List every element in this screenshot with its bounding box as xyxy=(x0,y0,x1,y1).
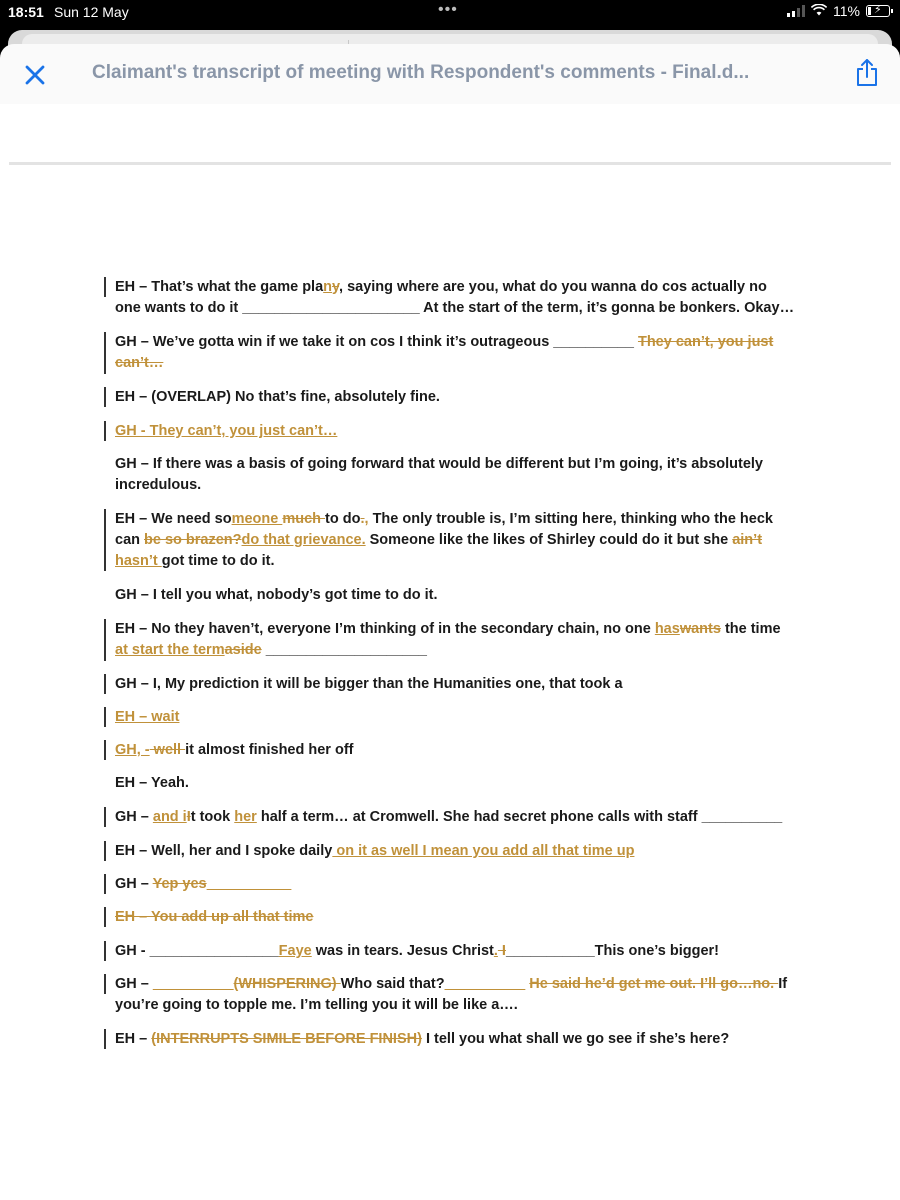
transcript-paragraph: GH – and iIt took her half a term… at Cromwell. She had secret phone calls with staff __________ xyxy=(115,809,783,825)
change-bar xyxy=(104,674,106,694)
document-title: Claimant's transcript of meeting with Respondent's comments - Final.d... xyxy=(92,62,750,83)
change-bar xyxy=(104,974,106,994)
transcript-paragraph: EH – We need someone much to do., The only trouble is, I’m sitting here, thinking who the heck can be so brazen?do that grievance. Someone like the likes of Shirley could do it but she ain’t hasn’t got time to do it. xyxy=(115,511,773,569)
transcript-paragraph: EH – That’s what the game plany, saying where are you, what do you wanna do cos actually no one wants to do it ______________________ At the start of the term, it’s gonna be bonkers. Okay… xyxy=(115,279,795,316)
transcript-paragraph: EH – (OVERLAP) No that’s fine, absolutely fine. xyxy=(115,389,440,405)
battery-charging-icon: ⚡ xyxy=(866,5,890,17)
transcript-paragraph: EH – Yeah. xyxy=(115,775,189,791)
change-bar xyxy=(104,387,106,407)
status-date: Sun 12 May xyxy=(54,4,129,20)
change-bar xyxy=(104,509,106,571)
close-button[interactable] xyxy=(20,60,50,90)
transcript-paragraph: GH – If there was a basis of going forward that would be different but I’m going, it’s absolutely incredulous. xyxy=(115,456,763,493)
transcript-paragraph: GH – I, My prediction it will be bigger than the Humanities one, that took a xyxy=(115,676,623,692)
status-bar xyxy=(0,0,900,24)
cellular-signal-icon xyxy=(787,5,805,17)
multitasking-dots-icon[interactable]: ••• xyxy=(438,1,458,18)
transcript-paragraph: GH – __________(WHISPERING) Who said that?__________ He said he’d get me out. I’ll go…no. If you’re going to topple me. I’m telling you it will be like a…. xyxy=(115,976,788,1013)
page-divider xyxy=(9,162,891,165)
transcript-paragraph: EH – Well, her and I spoke daily on it as well I mean you add all that time up xyxy=(115,843,635,859)
change-bar xyxy=(104,941,106,961)
transcript-paragraph: GH, - well it almost finished her off xyxy=(115,742,354,758)
transcript-paragraph: GH – I tell you what, nobody’s got time to do it. xyxy=(115,587,438,603)
close-icon xyxy=(24,64,46,86)
change-bar xyxy=(104,1029,106,1049)
share-icon xyxy=(854,58,880,88)
transcript-paragraph: EH – You add up all that time xyxy=(115,909,314,925)
battery-percent: 11% xyxy=(833,3,860,19)
change-bar xyxy=(104,707,106,727)
change-bar xyxy=(104,332,106,374)
wifi-icon xyxy=(811,3,827,19)
change-bar xyxy=(104,807,106,827)
transcript-paragraph: EH – (INTERRUPTS SIMILE BEFORE FINISH) I tell you what shall we go see if she’s here? xyxy=(115,1031,730,1047)
change-bar xyxy=(104,421,106,441)
document-header xyxy=(0,44,900,104)
transcript-paragraph: EH – No they haven’t, everyone I’m thinking of in the secondary chain, no one haswants the time at start the termaside ____________________ xyxy=(115,621,781,658)
transcript-paragraph: GH – Yep yes __________ xyxy=(115,876,292,892)
change-bar xyxy=(104,907,106,927)
change-bar xyxy=(104,841,106,861)
change-bar xyxy=(104,740,106,760)
share-button[interactable] xyxy=(854,58,880,88)
transcript-paragraph: GH - ________________Faye was in tears. Jesus Christ. I___________This one’s bigger! xyxy=(115,943,720,959)
status-indicators xyxy=(787,3,890,19)
transcript-paragraph: EH – wait xyxy=(115,709,180,725)
transcript-paragraph: GH – We’ve gotta win if we take it on cos I think it’s outrageous __________ They can’t, you just can’t… xyxy=(115,334,774,371)
change-bar xyxy=(104,277,106,297)
transcript-paragraph: GH - They can’t, you just can’t… xyxy=(115,423,338,439)
change-bar xyxy=(104,874,106,894)
status-time: 18:51 xyxy=(8,4,44,20)
change-bar xyxy=(104,619,106,661)
